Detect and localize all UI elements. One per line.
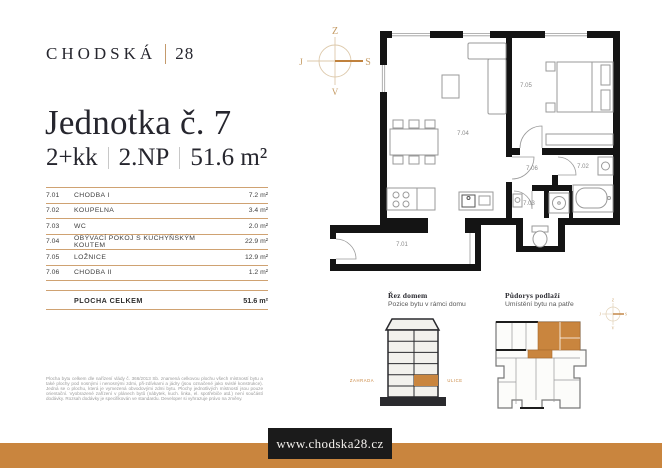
- room-label-701: 7.01: [396, 242, 408, 248]
- page-title: Jednotka č. 7: [45, 103, 232, 142]
- washing-machine-door: [602, 162, 610, 170]
- nightstand: [546, 103, 555, 112]
- faucet: [467, 197, 470, 200]
- brand-divider: [165, 44, 166, 64]
- unit-layout: 2+kk: [46, 144, 98, 171]
- pillow: [601, 65, 610, 85]
- floorplate-diagram-title: Půdorys podlaží: [505, 291, 560, 300]
- room-area: 3.4 m²: [248, 207, 268, 215]
- total-label: PLOCHA CELKEM: [74, 295, 143, 305]
- building-base: [380, 397, 446, 406]
- room-area: 22.9 m²: [244, 238, 268, 246]
- compass-label-top: Z: [331, 26, 339, 37]
- wardrobe: [546, 134, 613, 145]
- room-code: 7.01: [46, 191, 60, 199]
- compass-label-bottom: V: [331, 87, 339, 97]
- entrance-door-arc: [336, 239, 356, 259]
- mini-compass-right: S: [624, 311, 628, 317]
- chair: [425, 156, 435, 164]
- room-code: 7.06: [46, 269, 60, 277]
- street-label: ULICE: [447, 378, 463, 383]
- disclaimer-text: Plocha bytu celkem dle nařízení vlády č. 366/2013 Sb. znamená celkovou plochu všech místností bytu a také plochy pod nosnými i nenosnými zdmi, při-zdívkami a jádry (jsou označené jako svislé konstrukce). Jedná se o plochu, která je vymezená obvodovými zdmi bytu. Plochy jednotlivých místností jsou pouze orientační. Vyobrazené zařízení v plánech bytů (nábytek, kuch. linka, el. spotřebiče atd.) není součástí dodávky. Rozsah dodávky je specifikován ve standardu. Developer si vyhrazuje právo na změny.: [46, 376, 263, 401]
- table-row: [46, 187, 268, 203]
- room-name: OBÝVACÍ POKOJ S KUCHYŇSKÝM KOUTEM: [74, 234, 196, 249]
- garden-label: ZAHRADA: [349, 378, 375, 383]
- room-code: 7.02: [46, 207, 60, 215]
- sofa: [468, 43, 506, 59]
- stove-burner: [393, 192, 399, 198]
- chair: [393, 156, 403, 164]
- compass-label-right: S: [365, 57, 371, 68]
- toilet-bowl: [533, 231, 547, 247]
- unit-subtitle: [46, 144, 267, 172]
- room-code: 7.05: [46, 253, 60, 261]
- room-area: 7.2 m²: [248, 191, 268, 199]
- section-diagram: [340, 316, 470, 412]
- pillow: [601, 90, 610, 110]
- unit-area: 51.6 m²: [190, 144, 268, 171]
- section-diagram-subtitle: Pozice bytu v rámci domu: [388, 301, 466, 308]
- room-name: CHODBA I: [74, 191, 110, 199]
- room-area: 1.2 m²: [248, 269, 268, 277]
- room-code: 7.04: [46, 238, 60, 246]
- chair: [425, 120, 435, 128]
- window: [380, 65, 387, 92]
- room-label-706: 7.06: [526, 166, 538, 172]
- total-row: [46, 290, 268, 310]
- subtitle-divider: [179, 147, 180, 169]
- bathtub-inner: [576, 188, 607, 208]
- unit-highlight-section: [414, 375, 438, 386]
- bathroom-door-arc: [558, 157, 576, 175]
- room-label-705: 7.05: [520, 83, 532, 89]
- mini-compass-top: Z: [611, 298, 615, 303]
- windows: [380, 31, 587, 92]
- table-row: [46, 218, 268, 234]
- brand-name: CHODSKÁ: [46, 44, 157, 63]
- table-row: [46, 265, 268, 282]
- room-area: 12.9 m²: [244, 253, 268, 261]
- room-area: 2.0 m²: [248, 222, 268, 230]
- room-label-703: 7.03: [523, 201, 535, 207]
- bedroom-door-arc: [520, 126, 542, 148]
- website-url: www.chodska28.cz: [276, 435, 384, 451]
- shower-drain: [558, 202, 561, 205]
- compass-label-left: J: [299, 57, 303, 67]
- brand-logo: [46, 44, 194, 64]
- room-label-702: 7.02: [577, 164, 589, 170]
- table-row: [46, 234, 268, 250]
- nightstand: [546, 62, 555, 71]
- chair: [409, 120, 419, 128]
- room-code: 7.03: [46, 222, 60, 230]
- mini-compass: [598, 298, 628, 332]
- window: [463, 31, 490, 38]
- washbasin-bowl: [515, 198, 520, 203]
- stove-burner: [393, 201, 399, 207]
- room-name: LOŽNICE: [74, 253, 107, 261]
- mini-compass-bottom: V: [611, 325, 615, 331]
- coffee-table: [442, 75, 459, 98]
- appliance: [479, 196, 490, 205]
- table-row: [46, 249, 268, 265]
- bathtub-drain: [608, 197, 611, 200]
- table-row: [46, 203, 268, 219]
- stove-burner: [403, 192, 409, 198]
- room-name: CHODBA II: [74, 269, 112, 277]
- room-name: KOUPELNA: [74, 207, 115, 215]
- unit-floor: 2.NP: [118, 144, 170, 171]
- floorplan: [330, 17, 632, 272]
- website-link[interactable]: [268, 428, 392, 459]
- window: [392, 31, 430, 38]
- total-area: 51.6 m²: [243, 295, 268, 305]
- chair: [393, 120, 403, 128]
- brand-number: 28: [175, 44, 195, 63]
- room-label-704: 7.04: [457, 131, 469, 137]
- building-roof: [386, 319, 439, 330]
- stove-burner: [403, 201, 409, 207]
- dining-table: [390, 129, 438, 155]
- room-name: WC: [74, 222, 87, 230]
- floorplate-diagram-subtitle: Umístění bytu na patře: [505, 301, 574, 308]
- floorplate-diagram: [490, 316, 610, 416]
- room-table: [46, 187, 268, 281]
- chair: [409, 156, 419, 164]
- furniture: [387, 43, 613, 247]
- window: [545, 31, 587, 38]
- mini-compass-left: J: [599, 311, 601, 317]
- section-diagram-title: Řez domem: [388, 291, 428, 300]
- subtitle-divider: [108, 147, 109, 169]
- sofa-chaise: [488, 59, 506, 114]
